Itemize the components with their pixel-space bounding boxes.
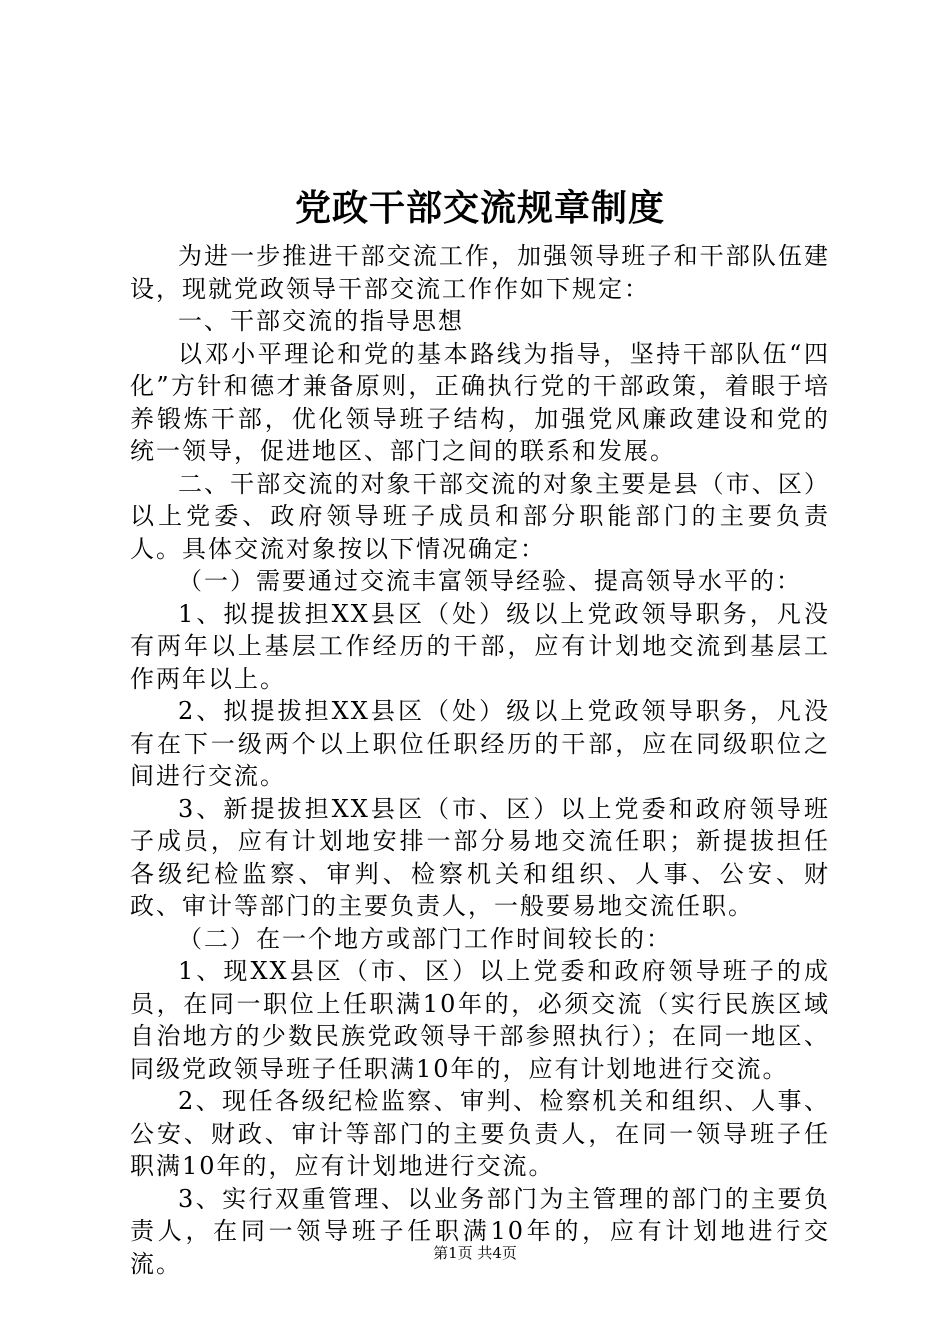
subsection-heading-1: （一）需要通过交流丰富领导经验、提高领导水平的：: [178, 567, 802, 595]
list-item-1-1: 1、拟提拔担XX县区（处）级以上党政领导职务，凡没有两年以上基层工作经历的干部，应有计划地交流到基层工作两年以上。: [130, 599, 830, 693]
section-heading-1: 一、干部交流的指导思想: [178, 307, 464, 335]
list-item-2-1: 1、现XX县区（市、区）以上党委和政府领导班子的成员，在同一职位上任职满10年的，必须交流（实行民族区域自治地方的少数民族党政领导干部参照执行）；在同一地区、同级党政领导班子任职满10年的，应有计划地进行交流。: [130, 957, 830, 1083]
document-page: [130, 178, 830, 1280]
paragraph-intro: 为进一步推进干部交流工作，加强领导班子和干部队伍建设，现就党政领导干部交流工作作如下规定：: [130, 242, 830, 303]
list-item-1-3: 3、新提拔担XX县区（市、区）以上党委和政府领导班子成员，应有计划地安排一部分易地交流任职；新提拔担任各级纪检监察、审判、检察机关和组织、人事、公安、财政、审计等部门的主要负责人，一般要易地交流任职。: [130, 794, 830, 920]
paragraph-guiding-thought: 以邓小平理论和党的基本路线为指导，坚持干部队伍“四化”方针和德才兼备原则，正确执行党的干部政策，着眼于培养锻炼干部，优化领导班子结构，加强党风廉政建设和党的统一领导，促进地区、部门之间的联系和发展。: [130, 339, 830, 465]
page-number-footer: 第1页 共4页: [433, 1244, 517, 1262]
subsection-heading-2: （二）在一个地方或部门工作时间较长的：: [178, 924, 672, 953]
list-item-1-2: 2、拟提拔担XX县区（处）级以上党政领导职务，凡没有在下一级两个以上职位任职经历的干部，应在同级职位之间进行交流。: [130, 697, 830, 790]
section-heading-2: 二、干部交流的对象干部交流的对象主要是县（市、区）以上党委、政府领导班子成员和部分职能部门的主要负责人。具体交流对象按以下情况确定：: [130, 469, 830, 563]
list-item-2-2: 2、现任各级纪检监察、审判、检察机关和组织、人事、公安、财政、审计等部门的主要负责人，在同一领导班子任职满10年的，应有计划地进行交流。: [130, 1087, 830, 1180]
list-item-2-3: 3、实行双重管理、以业务部门为主管理的部门的主要负责人，在同一领导班子任职满10年的，应有计划地进行交流。: [130, 1184, 830, 1278]
document-title: 党政干部交流规章制度: [294, 187, 665, 229]
